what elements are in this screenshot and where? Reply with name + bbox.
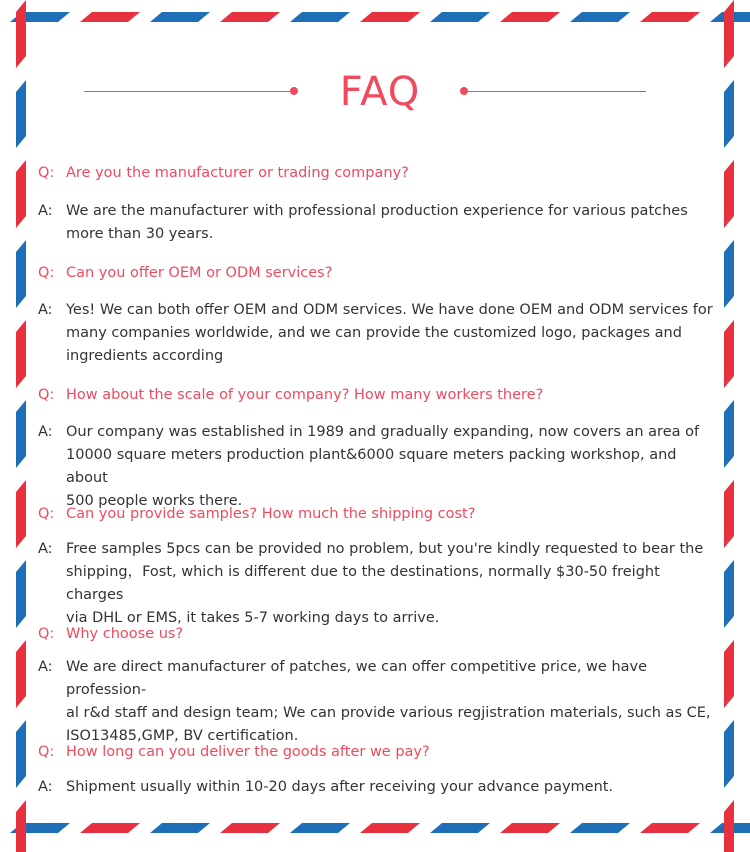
border-stripe	[570, 823, 630, 833]
question-marker: Q:	[38, 265, 55, 281]
answer-marker: A:	[38, 424, 53, 440]
border-stripe	[16, 720, 26, 788]
border-stripe	[724, 400, 734, 468]
border-stripe	[16, 480, 26, 548]
border-stripe	[500, 12, 560, 22]
border-stripe	[80, 823, 140, 833]
border-top-stripes	[0, 12, 750, 22]
question-text: Can you offer OEM or ODM services?	[66, 265, 333, 281]
border-stripe	[150, 12, 210, 22]
border-stripe	[290, 823, 350, 833]
border-stripe	[16, 640, 26, 708]
border-stripe	[640, 823, 700, 833]
answer-line: Shipment usually within 10-20 days after receiving your advance payment.	[66, 779, 614, 795]
border-stripe	[724, 640, 734, 708]
header-rule-left	[84, 91, 294, 92]
answer-line: We are direct manufacturer of patches, we can offer competitive price, we have profession-	[66, 659, 648, 698]
border-stripe	[430, 823, 490, 833]
answer-line: We are the manufacturer with professional production experience for various patches	[66, 203, 688, 219]
faq-question-3	[38, 384, 718, 407]
answer-line: ingredients according	[66, 348, 224, 364]
answer-line: Free samples 5pcs can be provided no problem, but you're kindly requested to bear the	[66, 541, 704, 557]
border-stripe	[80, 12, 140, 22]
answer-line: al r&d staff and design team; We can provide various regjistration materials, such as CE,	[66, 705, 711, 721]
question-marker: Q:	[38, 506, 55, 522]
border-stripe	[16, 160, 26, 228]
page-title: FAQ	[339, 69, 421, 115]
border-stripe	[430, 12, 490, 22]
border-stripe	[16, 800, 26, 852]
border-bottom-stripes	[0, 823, 750, 833]
border-stripe	[724, 800, 734, 852]
border-stripe	[724, 0, 734, 68]
border-stripe	[360, 12, 420, 22]
header-dot-left	[290, 87, 298, 95]
border-stripe	[724, 320, 734, 388]
border-stripe	[724, 560, 734, 628]
answer-marker: A:	[38, 302, 53, 318]
faq-header	[0, 62, 750, 122]
border-stripe	[724, 720, 734, 788]
border-right-stripes	[724, 0, 734, 852]
faq-answer-1	[38, 200, 718, 246]
border-stripe	[360, 823, 420, 833]
faq-question-2	[38, 262, 718, 285]
border-stripe	[500, 823, 560, 833]
faq-question-6	[38, 741, 718, 764]
faq-answer-5	[38, 656, 718, 748]
faq-answer-6	[38, 776, 718, 799]
border-stripe	[16, 240, 26, 308]
answer-line: ISO13485,GMP, BV certification.	[66, 728, 299, 744]
answer-line: many companies worldwide, and we can provide the customized logo, packages and	[66, 325, 682, 341]
question-marker: Q:	[38, 165, 55, 181]
question-text: How long can you deliver the goods after we pay?	[66, 744, 430, 760]
question-marker: Q:	[38, 744, 55, 760]
faq-question-1	[38, 162, 718, 185]
answer-marker: A:	[38, 203, 53, 219]
question-text: Are you the manufacturer or trading company?	[66, 165, 409, 181]
answer-marker: A:	[38, 541, 53, 557]
answer-marker: A:	[38, 659, 53, 675]
faq-answer-3	[38, 421, 718, 513]
question-marker: Q:	[38, 626, 55, 642]
border-stripe	[724, 240, 734, 308]
border-stripe	[16, 0, 26, 68]
border-stripe	[570, 12, 630, 22]
border-stripe	[640, 12, 700, 22]
border-stripe	[150, 823, 210, 833]
header-dot-right	[460, 87, 468, 95]
border-stripe	[16, 400, 26, 468]
faq-question-5	[38, 623, 718, 646]
border-stripe	[220, 12, 280, 22]
answer-line: shipping，Fost, which is different due to the destinations, normally $30-50 freight charges	[66, 564, 660, 603]
answer-line: 10000 square meters production plant&6000 square meters packing workshop, and about	[66, 447, 677, 486]
question-text: Why choose us?	[66, 626, 184, 642]
faq-answer-2	[38, 299, 718, 368]
question-text: Can you provide samples? How much the shipping cost?	[66, 506, 476, 522]
border-stripe	[16, 320, 26, 388]
question-text: How about the scale of your company? How many workers there?	[66, 387, 544, 403]
answer-line: via DHL or EMS, it takes 5-7 working days to arrive.	[66, 610, 440, 626]
border-stripe	[290, 12, 350, 22]
border-left-stripes	[16, 0, 26, 852]
border-stripe	[16, 560, 26, 628]
faq-question-4	[38, 503, 718, 526]
answer-marker: A:	[38, 779, 53, 795]
border-stripe	[220, 823, 280, 833]
answer-line: Our company was established in 1989 and gradually expanding, now covers an area of	[66, 424, 700, 440]
border-stripe	[724, 160, 734, 228]
faq-answer-4	[38, 538, 718, 630]
border-stripe	[724, 480, 734, 548]
answer-line: Yes! We can both offer OEM and ODM services. We have done OEM and ODM services for	[66, 302, 713, 318]
header-rule-right	[468, 91, 646, 92]
answer-line: 500 people works there.	[66, 493, 243, 509]
question-marker: Q:	[38, 387, 55, 403]
answer-line: more than 30 years.	[66, 226, 214, 242]
